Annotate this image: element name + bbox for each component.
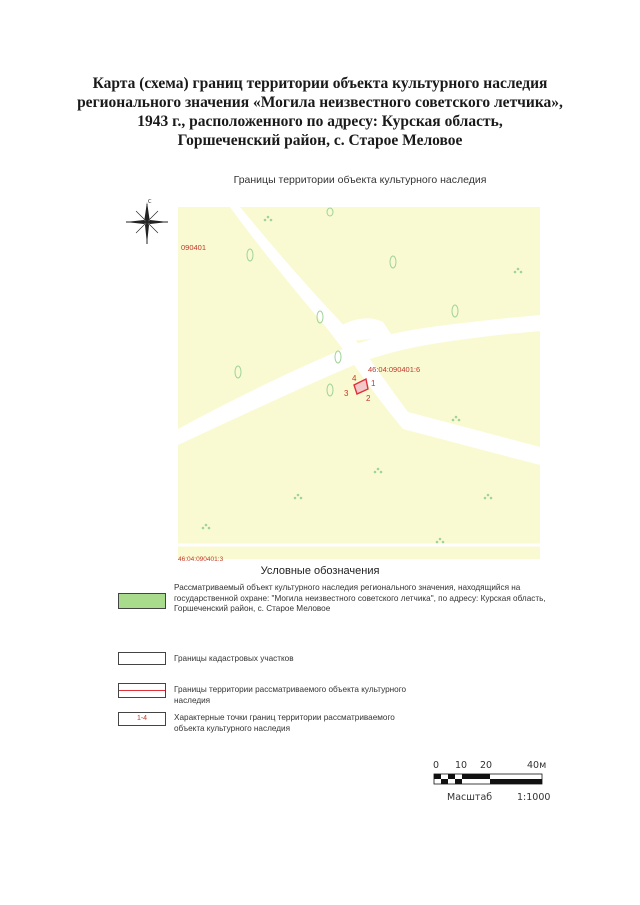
north-arrow-icon — [124, 198, 170, 248]
north-label: С — [148, 199, 152, 205]
map-heading: Границы территории объекта культурного наследия — [233, 174, 487, 186]
legend-symbol-points: 1-4 — [118, 712, 166, 726]
scale-graphic — [434, 774, 544, 786]
legend-red-line — [119, 690, 165, 691]
point-2: 2 — [366, 394, 371, 403]
legend-text-object: Рассматриваемый объект культурного наследия регионального значения, находящийся на государственной охране: "Могила неизвестного советского летчика", по адресу: Курская область, Горшеченский район, с. Старое Меловое — [174, 583, 546, 613]
title-line-2: регионального значения «Могила неизвестного советского летчика», — [77, 94, 563, 111]
legend-heading: Условные обозначения — [260, 565, 380, 577]
point-3: 3 — [344, 389, 349, 398]
map-canvas — [178, 207, 540, 563]
legend-symbol-boundary — [118, 683, 166, 698]
point-1: 1 — [371, 379, 376, 388]
scale-bar — [424, 760, 564, 808]
scale-tick-40: 40м — [527, 760, 547, 771]
title-line-4: Горшеченский район, с. Старое Меловое — [177, 132, 463, 149]
document-title — [40, 74, 600, 150]
title-line-3: 1943 г., расположенного по адресу: Курская область, — [137, 113, 503, 130]
parcel-code-left: 090401 — [181, 243, 207, 252]
legend-text-points: Характерные точки границ территории рассматриваемого объекта культурного наследия — [174, 713, 395, 733]
point-4: 4 — [352, 374, 357, 383]
legend-text-cadastral: Границы кадастровых участков — [174, 654, 294, 663]
title-line-1: Карта (схема) границ территории объекта культурного наследия — [92, 75, 548, 92]
legend-symbol-cadastral — [118, 652, 166, 665]
scale-ratio: 1:1000 — [517, 792, 551, 803]
scale-label: Масштаб — [447, 792, 493, 803]
scale-tick-20: 20 — [480, 760, 493, 771]
scale-tick-0: 0 — [433, 760, 440, 771]
legend-text-boundary: Границы территории рассматриваемого объекта культурного наследия — [174, 685, 407, 705]
legend-symbol-object — [118, 593, 166, 609]
scale-tick-10: 10 — [455, 760, 468, 771]
parcel-code-main: 46:04:090401:6 — [368, 365, 421, 374]
parcel-code-bottom: 46:04:090401:3 — [178, 556, 224, 563]
